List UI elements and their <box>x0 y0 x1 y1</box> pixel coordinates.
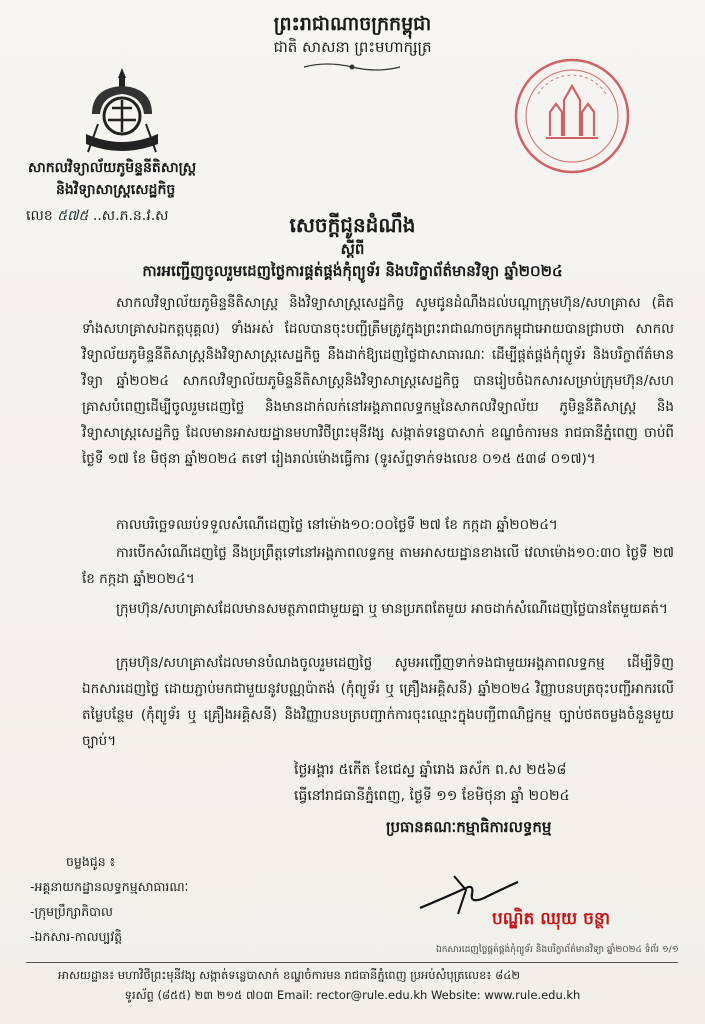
signatory-name: បណ្ឌិត ឈុយ ចន្ថា <box>492 909 611 929</box>
distribution-item: -ឯកសារ-កាលប្បវត្តិ <box>30 929 123 944</box>
university-emblem-icon <box>78 64 166 160</box>
body-paragraph-3: ការបើកសំណើដេញថ្លៃ នឹងប្រព្រឹត្តទៅនៅអង្គភាពលទ្ធកម្ម តាមអាសយដ្ឋានខាងលើ វេលាម៉ោង១០:៣០ ថ្ងៃទី ២៧ ខែ កក្កដា ឆ្នាំ២០២៤។ <box>82 545 674 587</box>
institution-name-line2: និងវិទ្យាសាស្ត្រសេដ្ឋកិច្ច <box>56 182 176 198</box>
kingdom-heading: ព្រះរាជាណាចក្រកម្ពុជា <box>273 13 432 35</box>
national-motto: ជាតិ សាសនា ព្រះមហាក្សត្រ <box>273 38 432 56</box>
lunar-date: ថ្ងៃអង្គារ ៥កើត ខែជេស្ឋ ឆ្នាំរោង ឆស័ក ព.ស ២៥៦៨ <box>294 762 567 778</box>
reference-prefix: លេខ <box>26 208 53 224</box>
footer-divider <box>26 962 678 963</box>
distribution-item: -ក្រុមប្រឹក្សាភិបាល <box>30 904 113 919</box>
distribution-item: -អគ្គនាយកដ្ឋានលទ្ធកម្មសាធារណៈ <box>30 879 189 894</box>
distribution-list <box>30 874 188 949</box>
body-paragraph-1: សាកលវិទ្យាល័យភូមិន្ទនីតិសាស្ត្រ និងវិទ្យាសាស្ត្រសេដ្ឋកិច្ច សូមជូនដំណឹងដល់បណ្តាក្រុមហ៊ុន/សហគ្រាស (គិតទាំងសហគ្រាសឯកត្តបុគ្គល) ទាំងអស់ ដែលបានចុះបញ្ជីត្រឹមត្រូវក្នុងព្រះរាជាណាចក្រកម្ពុជាអោយបានជ្រាបថា សាកលវិទ្យាល័យភូមិន្ទនីតិសាស្ត្រនិងវិទ្យាសាស្ត្រសេដ្ឋកិច្ច នឹងដាក់ឱ្យដេញថ្លៃជាសាធារណៈ ដើម្បីផ្គត់ផ្គង់កុំព្យូទ័រ និងបរិក្ខាព័ត៌មានវិទ្យា ឆ្នាំ២០២៤ សាកលវិទ្យាល័យភូមិន្ទនីតិសាស្ត្រនិងវិទ្យាសាស្ត្រសេដ្ឋកិច្ច បានរៀបចំឯកសារសម្រាប់ក្រុមហ៊ុន/សហគ្រាសបំពេញដើម្បីចូលរួមដេញថ្លៃ និងមានដាក់លក់នៅអង្គភាពលទ្ធកម្មនៃសាកលវិទ្យាល័យ ភូមិន្ទនីតិសាស្ត្រ និងវិទ្យាសាស្ត្រសេដ្ឋកិច្ច ដែលមានអាសយដ្ឋានមហាវិថីព្រះមុនីវង្ស សង្កាត់ទន្លេបាសាក់ ខណ្ឌចំការមន រាជធានីភ្នំពេញ ចាប់ពីថ្ងៃទី ១៧ ខែ មិថុនា ឆ្នាំ២០២៤ តទៅ រៀងរាល់ម៉ោងធ្វើការ (ទូរស័ព្ទទាក់ទងលេខ ០១៥ ៥៣៨ ០១៧)។ <box>82 295 674 467</box>
ornament-divider-icon <box>302 60 402 74</box>
signatory-role: ប្រធានគណៈកម្មាធិការលទ្ធកម្ម <box>386 818 552 836</box>
notice-about-label: ស្តីពី <box>340 240 365 258</box>
official-seal-stamp-icon <box>512 56 632 176</box>
solar-date: ធ្វើនៅរាជធានីភ្នំពេញ, ថ្ងៃទី ១១ ខែមិថុនា ឆ្នាំ ២០២៤ <box>294 788 570 804</box>
reference-suffix: ..ស.ភ.ន.វ.ស <box>92 208 169 224</box>
distribution-heading: ចម្លងជូន ៖ <box>66 854 116 869</box>
notice-title: សេចក្តីជូនដំណឹង <box>289 213 416 237</box>
footer-contact: ទូរស័ព្ទ (៨៥៥) ២៣ ២១៥ ៧០៣ Email: rector@rule.edu.kh Website: www.rule.edu.kh <box>124 988 581 1002</box>
footer-document-reference: ឯកសារដេញថ្លៃផ្គត់ផ្គង់កុំព្យូទ័រ និងបរិក្ខាព័ត៌មានវិទ្យា ឆ្នាំ២០២៤ ទំព័រ ១/១ <box>436 945 679 955</box>
body-paragraph-4: ក្រុមហ៊ុន/សហគ្រាសដែលមានសមត្ថភាពជាមួយគ្នា ឬ មានប្រភពតែមួយ អាចដាក់សំណើដេញថ្លៃបានតែមួយគត់។ <box>116 601 668 617</box>
footer-address: អាសយដ្ឋាន៖ មហាវិថីព្រះមុនីវង្ស សង្កាត់ទន្លេបាសាក់ ខណ្ឌចំការមន រាជធានីភ្នំពេញ ប្រអប់សំបុត្រលេខ៖ ៨៤២ <box>58 968 521 982</box>
institution-name: សាកលវិទ្យាល័យភូមិន្ទនីតិសាស្ត្រ <box>28 160 197 176</box>
reference-handwritten-number: ៥៧៥ <box>57 208 89 224</box>
body-paragraph-5: ក្រុមហ៊ុន/សហគ្រាសដែលមានបំណងចូលរួមដេញថ្លៃ សូមអញ្ជើញទាក់ទងជាមួយអង្គភាពលទ្ធកម្ម ដើម្បីទិញឯកសារដេញថ្លៃ ដោយភ្ជាប់មកជាមួយនូវបណ្ណប៉ាតង់ (កុំព្យូទ័រ ឬ គ្រឿងអគ្គិសនី) ឆ្នាំ២០២៤ វិញ្ញាបនបត្រចុះបញ្ជីអាករលើតម្លៃបន្ថែម (កុំព្យូទ័រ ឬ គ្រឿងអគ្គិសនី) និងវិញ្ញាបនបត្របញ្ជាក់ការចុះឈ្មោះក្នុងបញ្ជីពាណិជ្ជកម្ម ច្បាប់ថតចម្លងចំនួនមួយច្បាប់។ <box>82 655 674 749</box>
body-paragraph-2: កាលបរិច្ឆេទឈប់ទទួលសំណើដេញថ្លៃ នៅម៉ោង១០:០០ថ្ងៃទី ២៧ ខែ កក្កដា ឆ្នាំ២០២៤។ <box>116 517 558 533</box>
notice-subject: ការអញ្ជើញចូលរួមដេញថ្លៃការផ្គត់ផ្គង់កុំព្យូទ័រ និងបរិក្ខាព័ត៌មានវិទ្យា ឆ្នាំ២០២៤ <box>142 262 563 280</box>
